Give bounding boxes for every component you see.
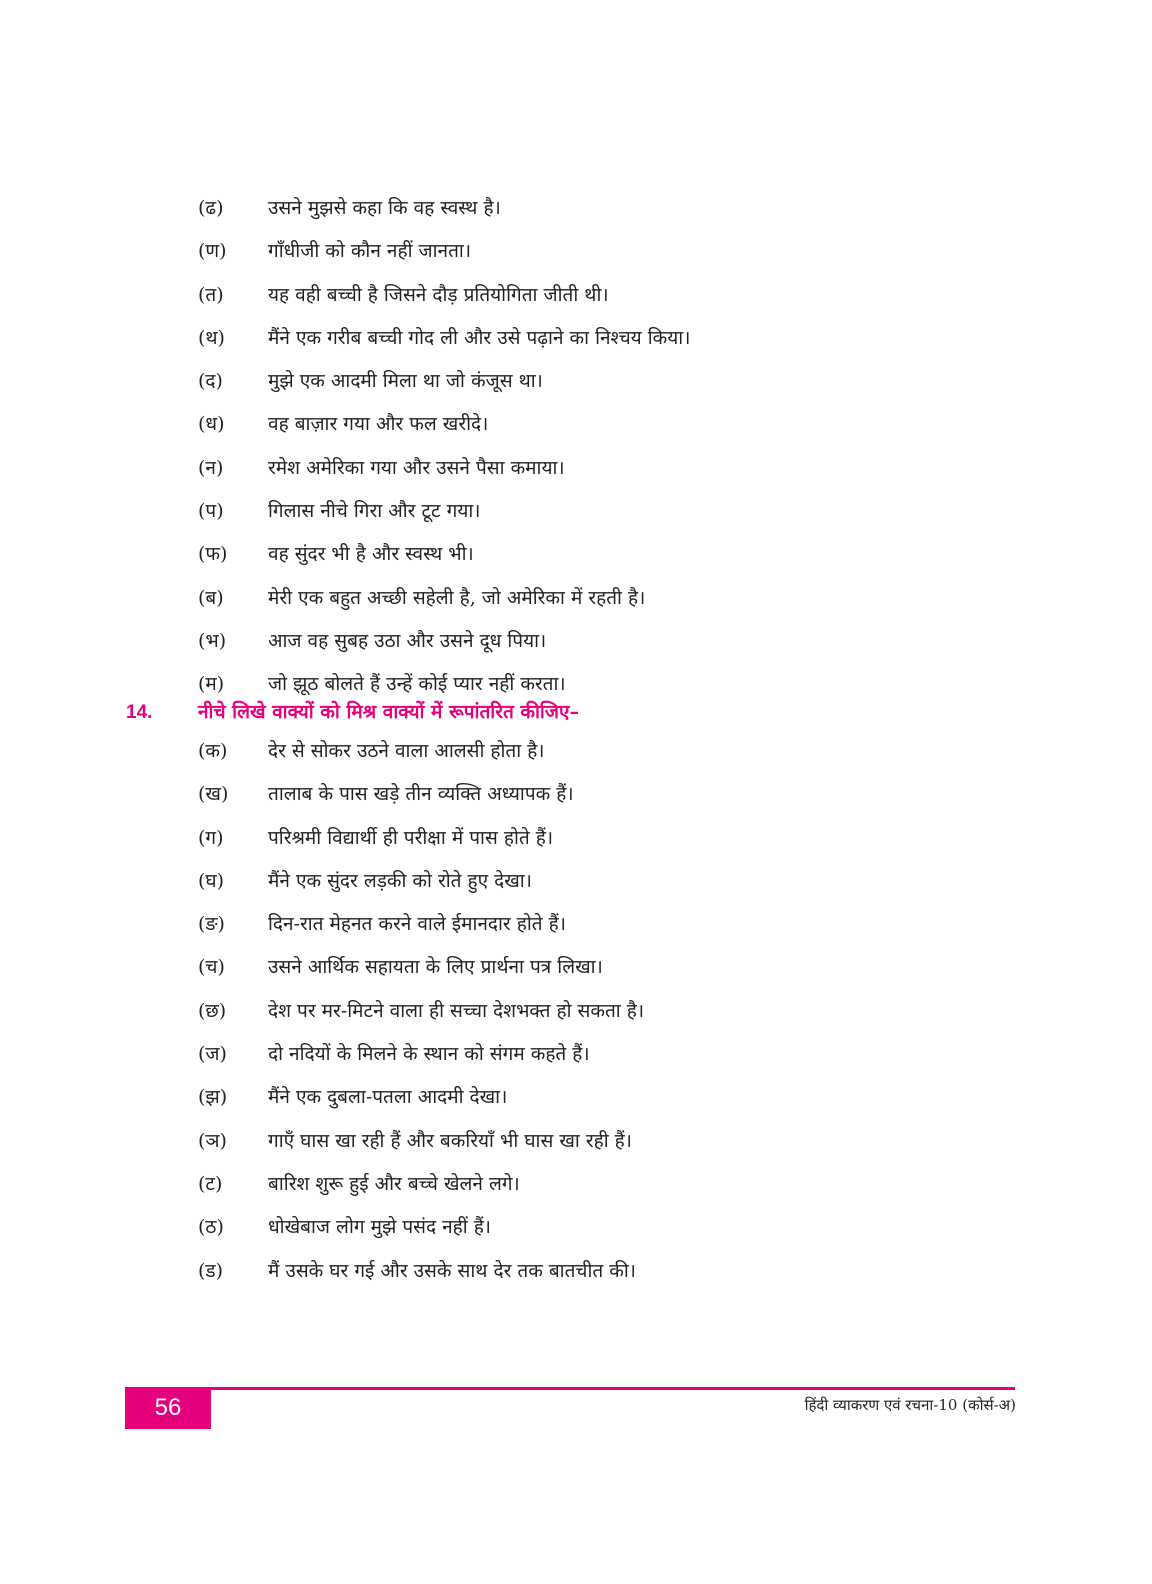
item-marker: (फ) [198, 543, 228, 566]
list-item [198, 990, 1058, 1033]
item-marker: (ख) [198, 783, 229, 806]
item-text: वह बाज़ार गया और फल खरीदे। [268, 413, 489, 436]
list-item [198, 274, 1058, 317]
item-marker: (प) [198, 500, 224, 523]
list-item [198, 773, 1058, 816]
list-item [198, 447, 1058, 490]
question-number: 14. [126, 702, 153, 723]
page-number: 56 [125, 1387, 211, 1429]
item-marker: (ङ) [198, 913, 225, 936]
list-item [198, 317, 1058, 360]
item-text: बारिश शुरू हुई और बच्चे खेलने लगे। [268, 1172, 520, 1195]
list-item [198, 1250, 1058, 1293]
item-marker: (न) [198, 456, 224, 479]
item-marker: (ध) [198, 413, 225, 436]
item-text: परिश्रमी विद्यार्थी ही परीक्षा में पास होते हैं। [268, 826, 554, 849]
item-text: मुझे एक आदमी मिला था जो कंजूस था। [268, 370, 543, 393]
list-item [198, 1033, 1058, 1076]
list-item [198, 1120, 1058, 1163]
item-text: वह सुंदर भी है और स्वस्थ भी। [268, 543, 474, 566]
item-text: रमेश अमेरिका गया और उसने पैसा कमाया। [268, 456, 565, 479]
item-marker: (घ) [198, 869, 225, 892]
item-marker: (ट) [198, 1172, 223, 1195]
item-text: दिन-रात मेहनत करने वाले ईमानदार होते हैं। [268, 913, 566, 936]
item-text: देर से सोकर उठने वाला आलसी होता है। [268, 740, 545, 762]
item-text: देश पर मर-मिटने वाला ही सच्चा देशभक्त हो सकता है। [268, 999, 645, 1022]
list-item [198, 946, 1058, 989]
item-marker: (ञ) [198, 1129, 227, 1152]
item-marker: (ण) [198, 240, 227, 263]
item-text: यह वही बच्ची है जिसने दौड़ प्रतियोगिता जीती थी। [268, 283, 609, 306]
item-text: मैंने एक दुबला-पतला आदमी देखा। [268, 1086, 508, 1109]
item-marker: (छ) [198, 999, 227, 1022]
list-item [198, 1206, 1058, 1249]
sentence-list-question-14 [198, 730, 1058, 1293]
item-text: उसने मुझसे कहा कि वह स्वस्थ है। [268, 197, 501, 219]
item-marker: (द) [198, 370, 223, 393]
list-item [198, 730, 1058, 773]
question-text: नीचे लिखे वाक्यों को मिश्र वाक्यों में रूपांतरित कीजिए– [198, 701, 579, 723]
list-item [198, 230, 1058, 273]
list-item [198, 860, 1058, 903]
list-item [198, 903, 1058, 946]
list-item [198, 817, 1058, 860]
item-text: दो नदियों के मिलने के स्थान को संगम कहते हैं। [268, 1043, 590, 1066]
list-item [198, 403, 1058, 446]
item-marker: (भ) [198, 629, 227, 652]
item-text: मैंने एक गरीब बच्ची गोद ली और उसे पढ़ाने का निश्चय किया। [268, 326, 691, 349]
item-marker: (ज) [198, 1043, 227, 1066]
list-item [198, 1076, 1058, 1119]
list-item [198, 1163, 1058, 1206]
item-marker: (थ) [198, 326, 225, 349]
list-item [198, 360, 1058, 403]
item-text: गाँधीजी को कौन नहीं जानता। [268, 240, 472, 263]
item-marker: (ग) [198, 826, 224, 849]
item-marker: (ड) [198, 1259, 223, 1282]
footer-divider [125, 1387, 1015, 1390]
list-item [198, 533, 1058, 576]
item-marker: (क) [198, 740, 228, 762]
list-item [198, 620, 1058, 663]
item-text: गाएँ घास खा रही हैं और बकरियाँ भी घास खा रही हैं। [268, 1129, 632, 1152]
item-text: मेरी एक बहुत अच्छी सहेली है, जो अमेरिका में रहती है। [268, 586, 646, 609]
sentence-list-previous [198, 187, 1058, 707]
item-text: मैंने एक सुंदर लड़की को रोते हुए देखा। [268, 869, 532, 892]
item-marker: (त) [198, 283, 224, 306]
book-title: हिंदी व्याकरण एवं रचना-10 (कोर्स-अ) [804, 1396, 1016, 1414]
list-item [198, 490, 1058, 533]
item-text: गिलास नीचे गिरा और टूट गया। [268, 500, 481, 523]
item-text: आज वह सुबह उठा और उसने दूध पिया। [268, 629, 547, 652]
item-text: धोखेबाज लोग मुझे पसंद नहीं हैं। [268, 1216, 492, 1239]
item-marker: (ठ) [198, 1216, 224, 1239]
item-marker: (ढ) [198, 197, 224, 219]
item-text: तालाब के पास खड़े तीन व्यक्ति अध्यापक हैं। [268, 783, 574, 806]
item-marker: (ब) [198, 586, 224, 609]
item-marker: (झ) [198, 1086, 228, 1109]
list-item [198, 187, 1058, 230]
item-text: उसने आर्थिक सहायता के लिए प्रार्थना पत्र लिखा। [268, 956, 603, 979]
item-marker: (च) [198, 956, 225, 979]
item-text: मैं उसके घर गई और उसके साथ देर तक बातचीत की। [268, 1259, 637, 1282]
item-marker: (म) [198, 673, 225, 696]
item-text: जो झूठ बोलते हैं उन्हें कोई प्यार नहीं करता। [268, 673, 566, 696]
question-heading [126, 692, 1026, 732]
list-item [198, 577, 1058, 620]
